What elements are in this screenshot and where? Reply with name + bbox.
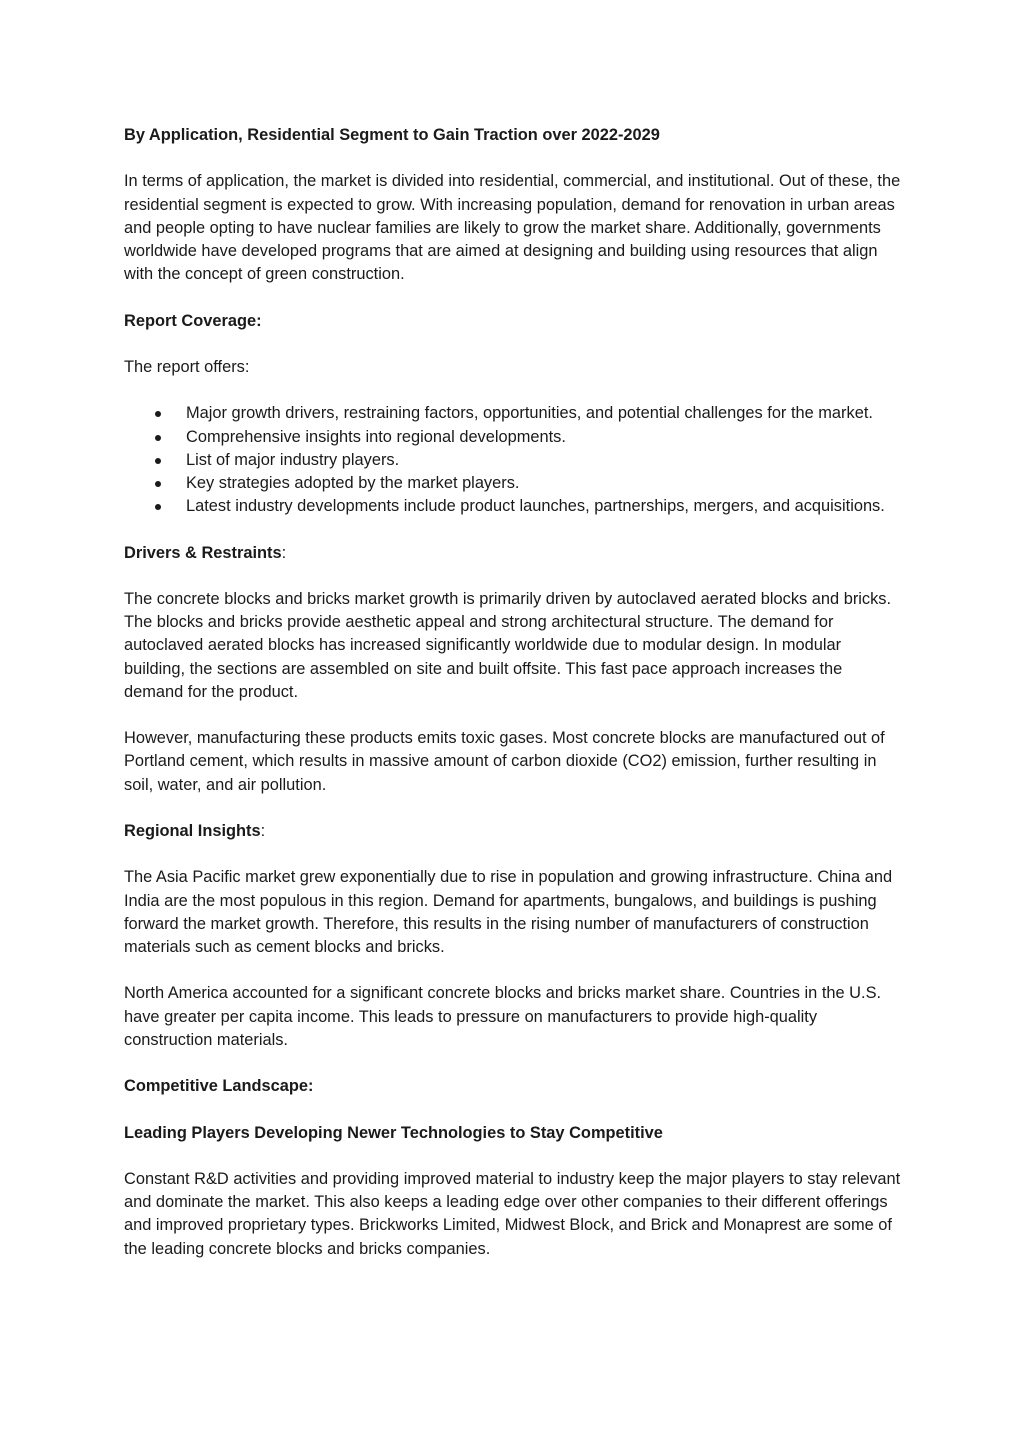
- document-page: [124, 124, 904, 1284]
- bullet-icon: [155, 481, 161, 487]
- regional-heading-text: Regional Insights: [124, 821, 261, 840]
- bullet-icon: [155, 504, 161, 510]
- list-item: [124, 472, 904, 495]
- competitive-paragraph: Constant R&D activities and providing improved material to industry keep the major players to stay relevant and dominate the market. This also keeps a leading edge over other companies to their different offerings and improved proprietary types. Brickworks Limited, Midwest Block, and Brick and Monaprest are some of the leading concrete blocks and bricks companies.: [124, 1169, 901, 1258]
- drivers-paragraph-2: However, manufacturing these products emits toxic gases. Most concrete blocks are manufactured out of Portland cement, which results in massive amount of carbon dioxide (CO2) emission, further resulting in soil, water, and air pollution.: [124, 729, 885, 794]
- regional-heading-colon: :: [260, 821, 266, 840]
- list-item: [124, 449, 904, 472]
- drivers-heading-text: Drivers & Restraints: [124, 543, 282, 562]
- list-item-text: Latest industry developments include product launches, partnerships, mergers, and acquisitions.: [186, 497, 885, 516]
- regional-heading: [124, 820, 904, 843]
- drivers-heading-colon: :: [281, 543, 287, 562]
- list-item: [124, 426, 904, 449]
- list-item: [124, 402, 904, 425]
- regional-paragraph-1: The Asia Pacific market grew exponentially due to rise in population and growing infrastructure. China and India are the most populous in this region. Demand for apartments, bungalows, and buildings is pushing forward the market growth. Therefore, this results in the rising number of manufacturers of construction materials such as cement blocks and bricks.: [124, 868, 893, 956]
- application-paragraph: In terms of application, the market is divided into residential, commercial, and institutional. Out of these, the residential segment is expected to grow. With increasing population, demand for renovation in urban areas and people opting to have nuclear families are likely to grow the market share. Additionally, governments worldwide have developed programs that are aimed at designing and building using resources that align with the concept of green construction.: [124, 172, 901, 284]
- list-item-text: Major growth drivers, restraining factors, opportunities, and potential challenges for the market.: [186, 404, 873, 423]
- list-item-text: Key strategies adopted by the market players.: [186, 473, 520, 492]
- regional-paragraph-2: North America accounted for a significant concrete blocks and bricks market share. Countries in the U.S. have greater per capita income. This leads to pressure on manufacturers to provide high-quality construction materials.: [124, 984, 882, 1049]
- bullet-icon: [155, 435, 161, 441]
- bullet-icon: [155, 411, 161, 417]
- competitive-heading: Competitive Landscape:: [124, 1077, 314, 1096]
- bullet-icon: [155, 458, 161, 464]
- list-item: [124, 495, 904, 518]
- list-item-text: List of major industry players.: [186, 450, 400, 469]
- drivers-paragraph-1: The concrete blocks and bricks market growth is primarily driven by autoclaved aerated blocks and bricks. The blocks and bricks provide aesthetic appeal and strong architectural structure. The demand for autoclaved aerated blocks has increased significantly worldwide due to modular design. In modular building, the sections are assembled on site and built offsite. This fast pace approach increases the demand for the product.: [124, 589, 892, 701]
- competitive-subheading: Leading Players Developing Newer Technologies to Stay Competitive: [124, 1123, 663, 1142]
- coverage-list: [124, 402, 904, 518]
- list-item-text: Comprehensive insights into regional developments.: [186, 427, 566, 446]
- drivers-heading: [124, 542, 904, 565]
- coverage-heading: Report Coverage:: [124, 311, 262, 330]
- coverage-intro: The report offers:: [124, 357, 250, 376]
- application-heading: By Application, Residential Segment to Gain Traction over 2022-2029: [124, 126, 660, 144]
